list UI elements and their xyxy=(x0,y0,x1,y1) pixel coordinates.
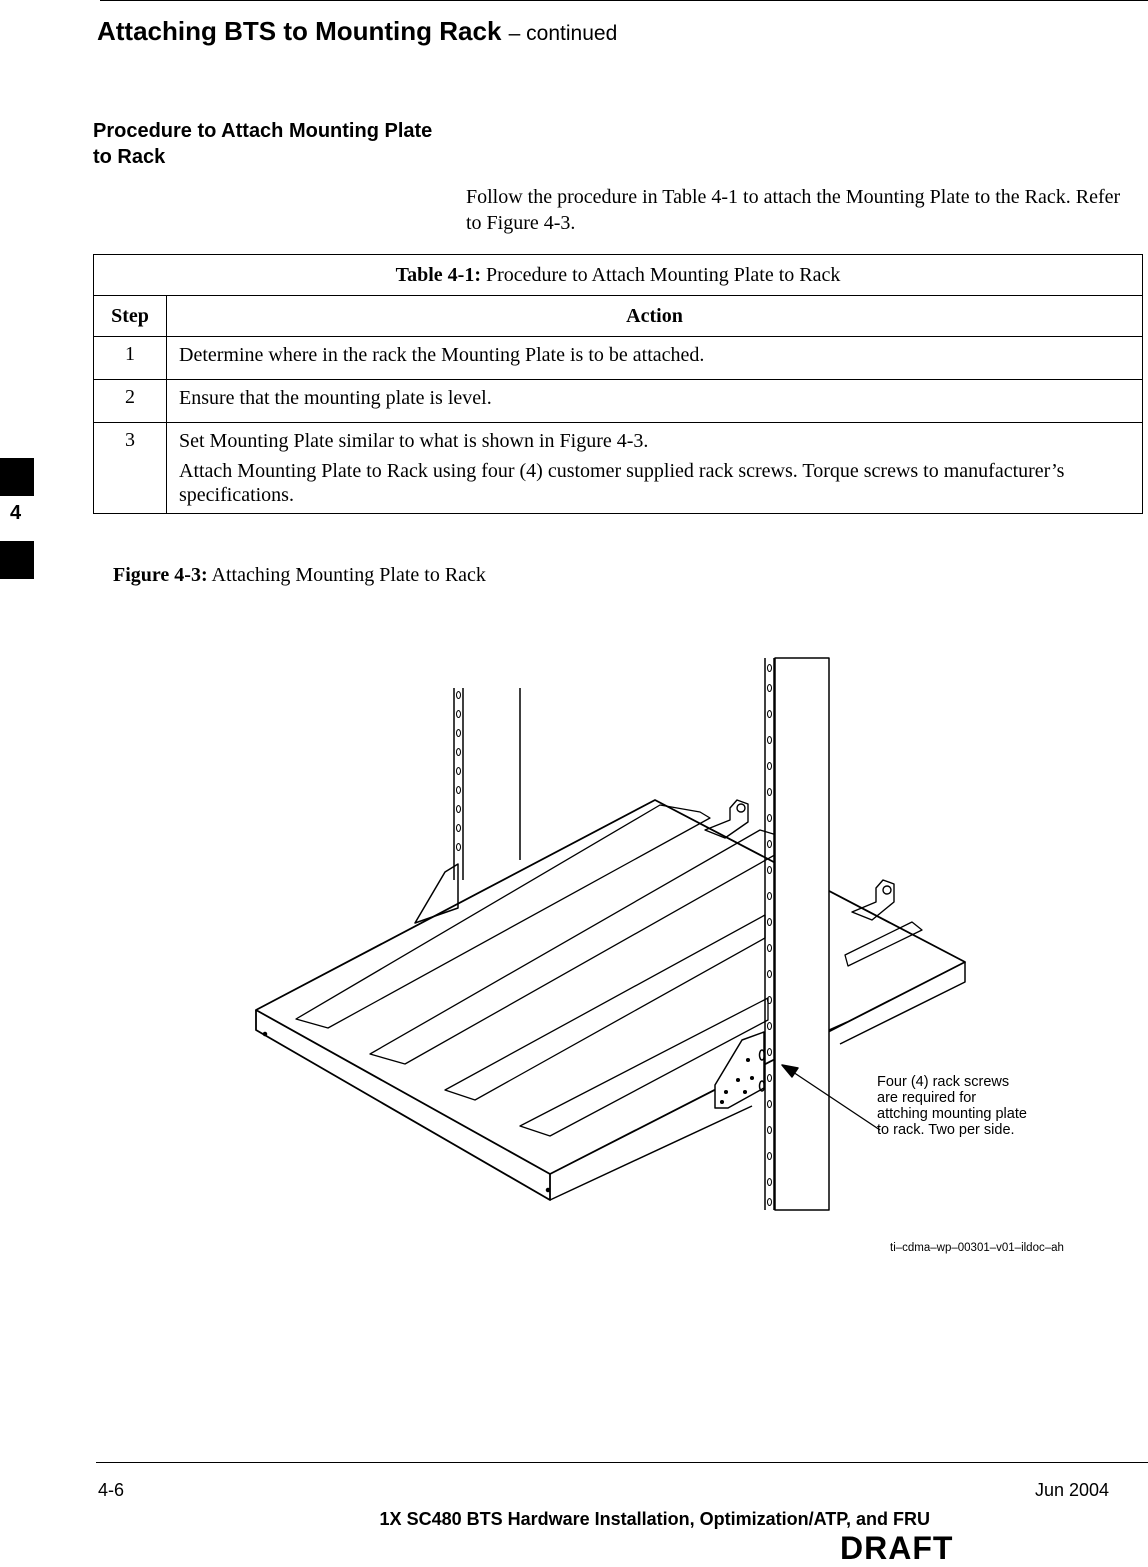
step-number: 2 xyxy=(94,380,167,423)
table-row xyxy=(94,337,1143,380)
figure-caption-label: Figure 4-3: xyxy=(113,564,208,586)
step-number: 1 xyxy=(94,337,167,380)
plate-edge-behind-post xyxy=(829,1022,847,1030)
screw-callout: Four (4) rack screws are required for attching mounting plate to rack. Two per side. xyxy=(877,1074,1027,1138)
draft-watermark: DRAFT xyxy=(840,1530,954,1566)
footer-page-number: 4-6 xyxy=(98,1480,125,1500)
footer-document-title: 1X SC480 BTS Hardware Installation, Optimization/ATP, and FRU xyxy=(379,1509,930,1529)
front-mounting-bracket xyxy=(715,1032,765,1108)
figure-caption-text: Attaching Mounting Plate to Rack xyxy=(207,564,486,586)
chapter-tab-number: 4 xyxy=(10,502,22,524)
top-tab-left xyxy=(705,800,748,838)
table-row xyxy=(94,423,1143,514)
action-text: Attach Mounting Plate to Rack using four (4) customer supplied rack screws. Torque screws to manufacturer’s specifications. xyxy=(179,460,1065,506)
action-text: Ensure that the mounting plate is level. xyxy=(179,387,492,409)
mounting-plate xyxy=(256,800,965,1200)
column-header-action: Action xyxy=(167,296,1143,337)
footer-date: Jun 2004 xyxy=(1035,1480,1110,1500)
intro-paragraph: Follow the procedure in Table 4-1 to attach the Mounting Plate to the Rack. Refer to Figure 4-3. xyxy=(466,186,1121,234)
action-cell xyxy=(167,380,1143,423)
front-right-rail xyxy=(765,658,774,1210)
table-caption xyxy=(94,255,1143,296)
column-header-step: Step xyxy=(94,296,167,337)
table-row xyxy=(94,380,1143,423)
chapter-tab-bottom xyxy=(0,541,34,579)
chapter-tab-top xyxy=(0,458,34,496)
procedure-table xyxy=(93,254,1143,514)
rear-left-rail xyxy=(454,688,463,880)
footer-rule xyxy=(96,1462,1148,1463)
action-cell xyxy=(167,423,1143,514)
action-text: Determine where in the rack the Mounting Plate is to be attached. xyxy=(179,344,705,366)
table-caption-label: Table 4-1: xyxy=(395,263,481,286)
figure-id: ti–cdma–wp–00301–v01–ildoc–ah xyxy=(890,1242,1064,1254)
page-header xyxy=(97,16,617,47)
header-title: Attaching BTS to Mounting Rack xyxy=(97,16,502,46)
mounting-plate-illustration xyxy=(200,640,980,1240)
section-heading: Procedure to Attach Mounting Plate to Rack xyxy=(93,120,433,168)
action-text: Set Mounting Plate similar to what is shown in Figure 4-3. xyxy=(179,430,649,452)
header-continued: – continued xyxy=(508,22,618,45)
front-rack-post xyxy=(775,658,829,1210)
figure-caption xyxy=(113,564,486,587)
step-number: 3 xyxy=(94,423,167,514)
action-cell xyxy=(167,337,1143,380)
table-caption-text: Procedure to Attach Mounting Plate to Rack xyxy=(481,263,841,286)
header-rule xyxy=(100,0,1148,1)
